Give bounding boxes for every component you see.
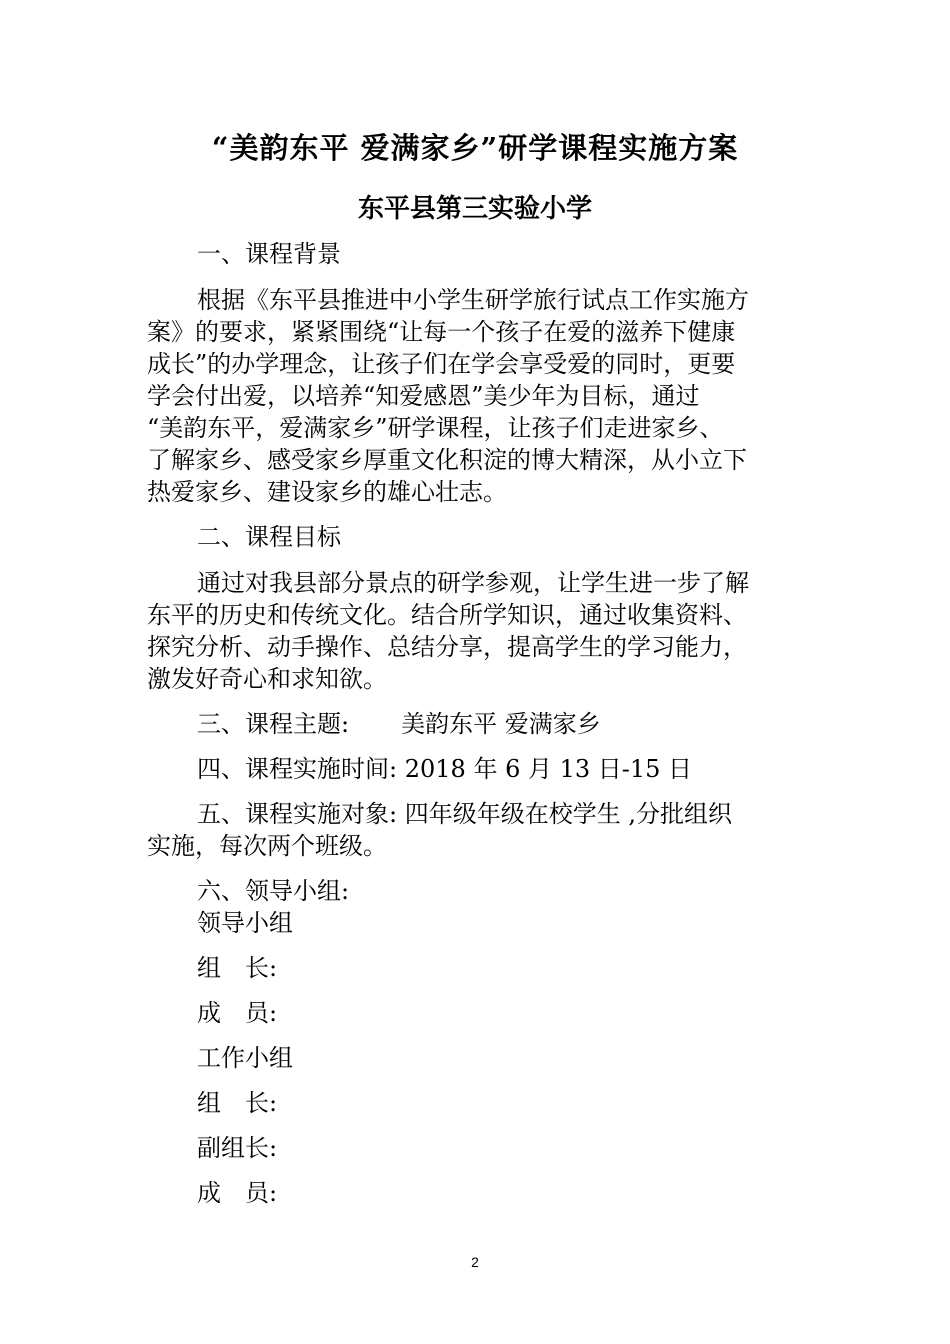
paragraph-line: 东平的历史和传统文化。结合所学知识，通过收集资料、 [147, 601, 747, 629]
section4-label: 四、课程实施时间: [197, 755, 398, 783]
work-group-label: 工作小组 [197, 1044, 293, 1072]
member-label: 成 员: [197, 999, 278, 1027]
paragraph-line: 实施，每次两个班级。 [147, 832, 387, 860]
work-member-label: 成 员: [197, 1179, 278, 1207]
paragraph-line: 学会付出爱，以培养“知爱感恩”美少年为目标，通过 [147, 382, 700, 410]
document-body [147, 238, 787, 1209]
paragraph-line: 五、课程实施对象: 四年级年级在校学生 ,分批组织 [197, 800, 732, 828]
section6-heading: 六、领导小组: [197, 877, 350, 905]
document-subtitle: 东平县第三实验小学 [357, 194, 592, 224]
section5-paragraph [147, 798, 787, 862]
section2-paragraph [147, 567, 787, 695]
page-number: 2 [471, 1254, 479, 1270]
section3-label: 三、课程主题: [197, 710, 350, 738]
paragraph-line: 激发好奇心和求知欲。 [147, 665, 387, 693]
section1-heading: 一、课程背景 [197, 240, 341, 268]
document-title: “美韵东平 爱满家乡”研学课程实施方案 [211, 131, 739, 165]
section1-paragraph [147, 284, 787, 508]
paragraph-line: “美韵东平，爱满家乡”研学课程，让孩子们走进家乡、 [147, 414, 724, 442]
paragraph-line: 案》的要求，紧紧围绕“让每一个孩子在爱的滋养下健康 [147, 318, 736, 346]
leadership-group-label: 领导小组 [197, 909, 293, 937]
section3-line [147, 708, 787, 740]
paragraph-line: 热爱家乡、建设家乡的雄心壮志。 [147, 478, 507, 506]
paragraph-line: 探究分析、动手操作、总结分享，提高学生的学习能力， [147, 633, 747, 661]
section3-value: 美韵东平 爱满家乡 [401, 710, 601, 738]
work-leader-label: 组 长: [197, 1089, 278, 1117]
paragraph-line: 成长”的办学理念，让孩子们在学会享受爱的同时，更要 [147, 350, 736, 378]
section4-line [147, 753, 787, 785]
paragraph-line: 根据《东平县推进中小学生研学旅行试点工作实施方 [197, 286, 749, 314]
section4-value: 2018 年 6 月 13 日-15 日 [404, 755, 693, 783]
work-deputy-label: 副组长: [197, 1134, 278, 1162]
leader-label: 组 长: [197, 954, 278, 982]
paragraph-line: 了解家乡、感受家乡厚重文化积淀的博大精深，从小立下 [147, 446, 747, 474]
section2-heading: 二、课程目标 [197, 523, 341, 551]
paragraph-line: 通过对我县部分景点的研学参观，让学生进一步了解 [197, 569, 749, 597]
